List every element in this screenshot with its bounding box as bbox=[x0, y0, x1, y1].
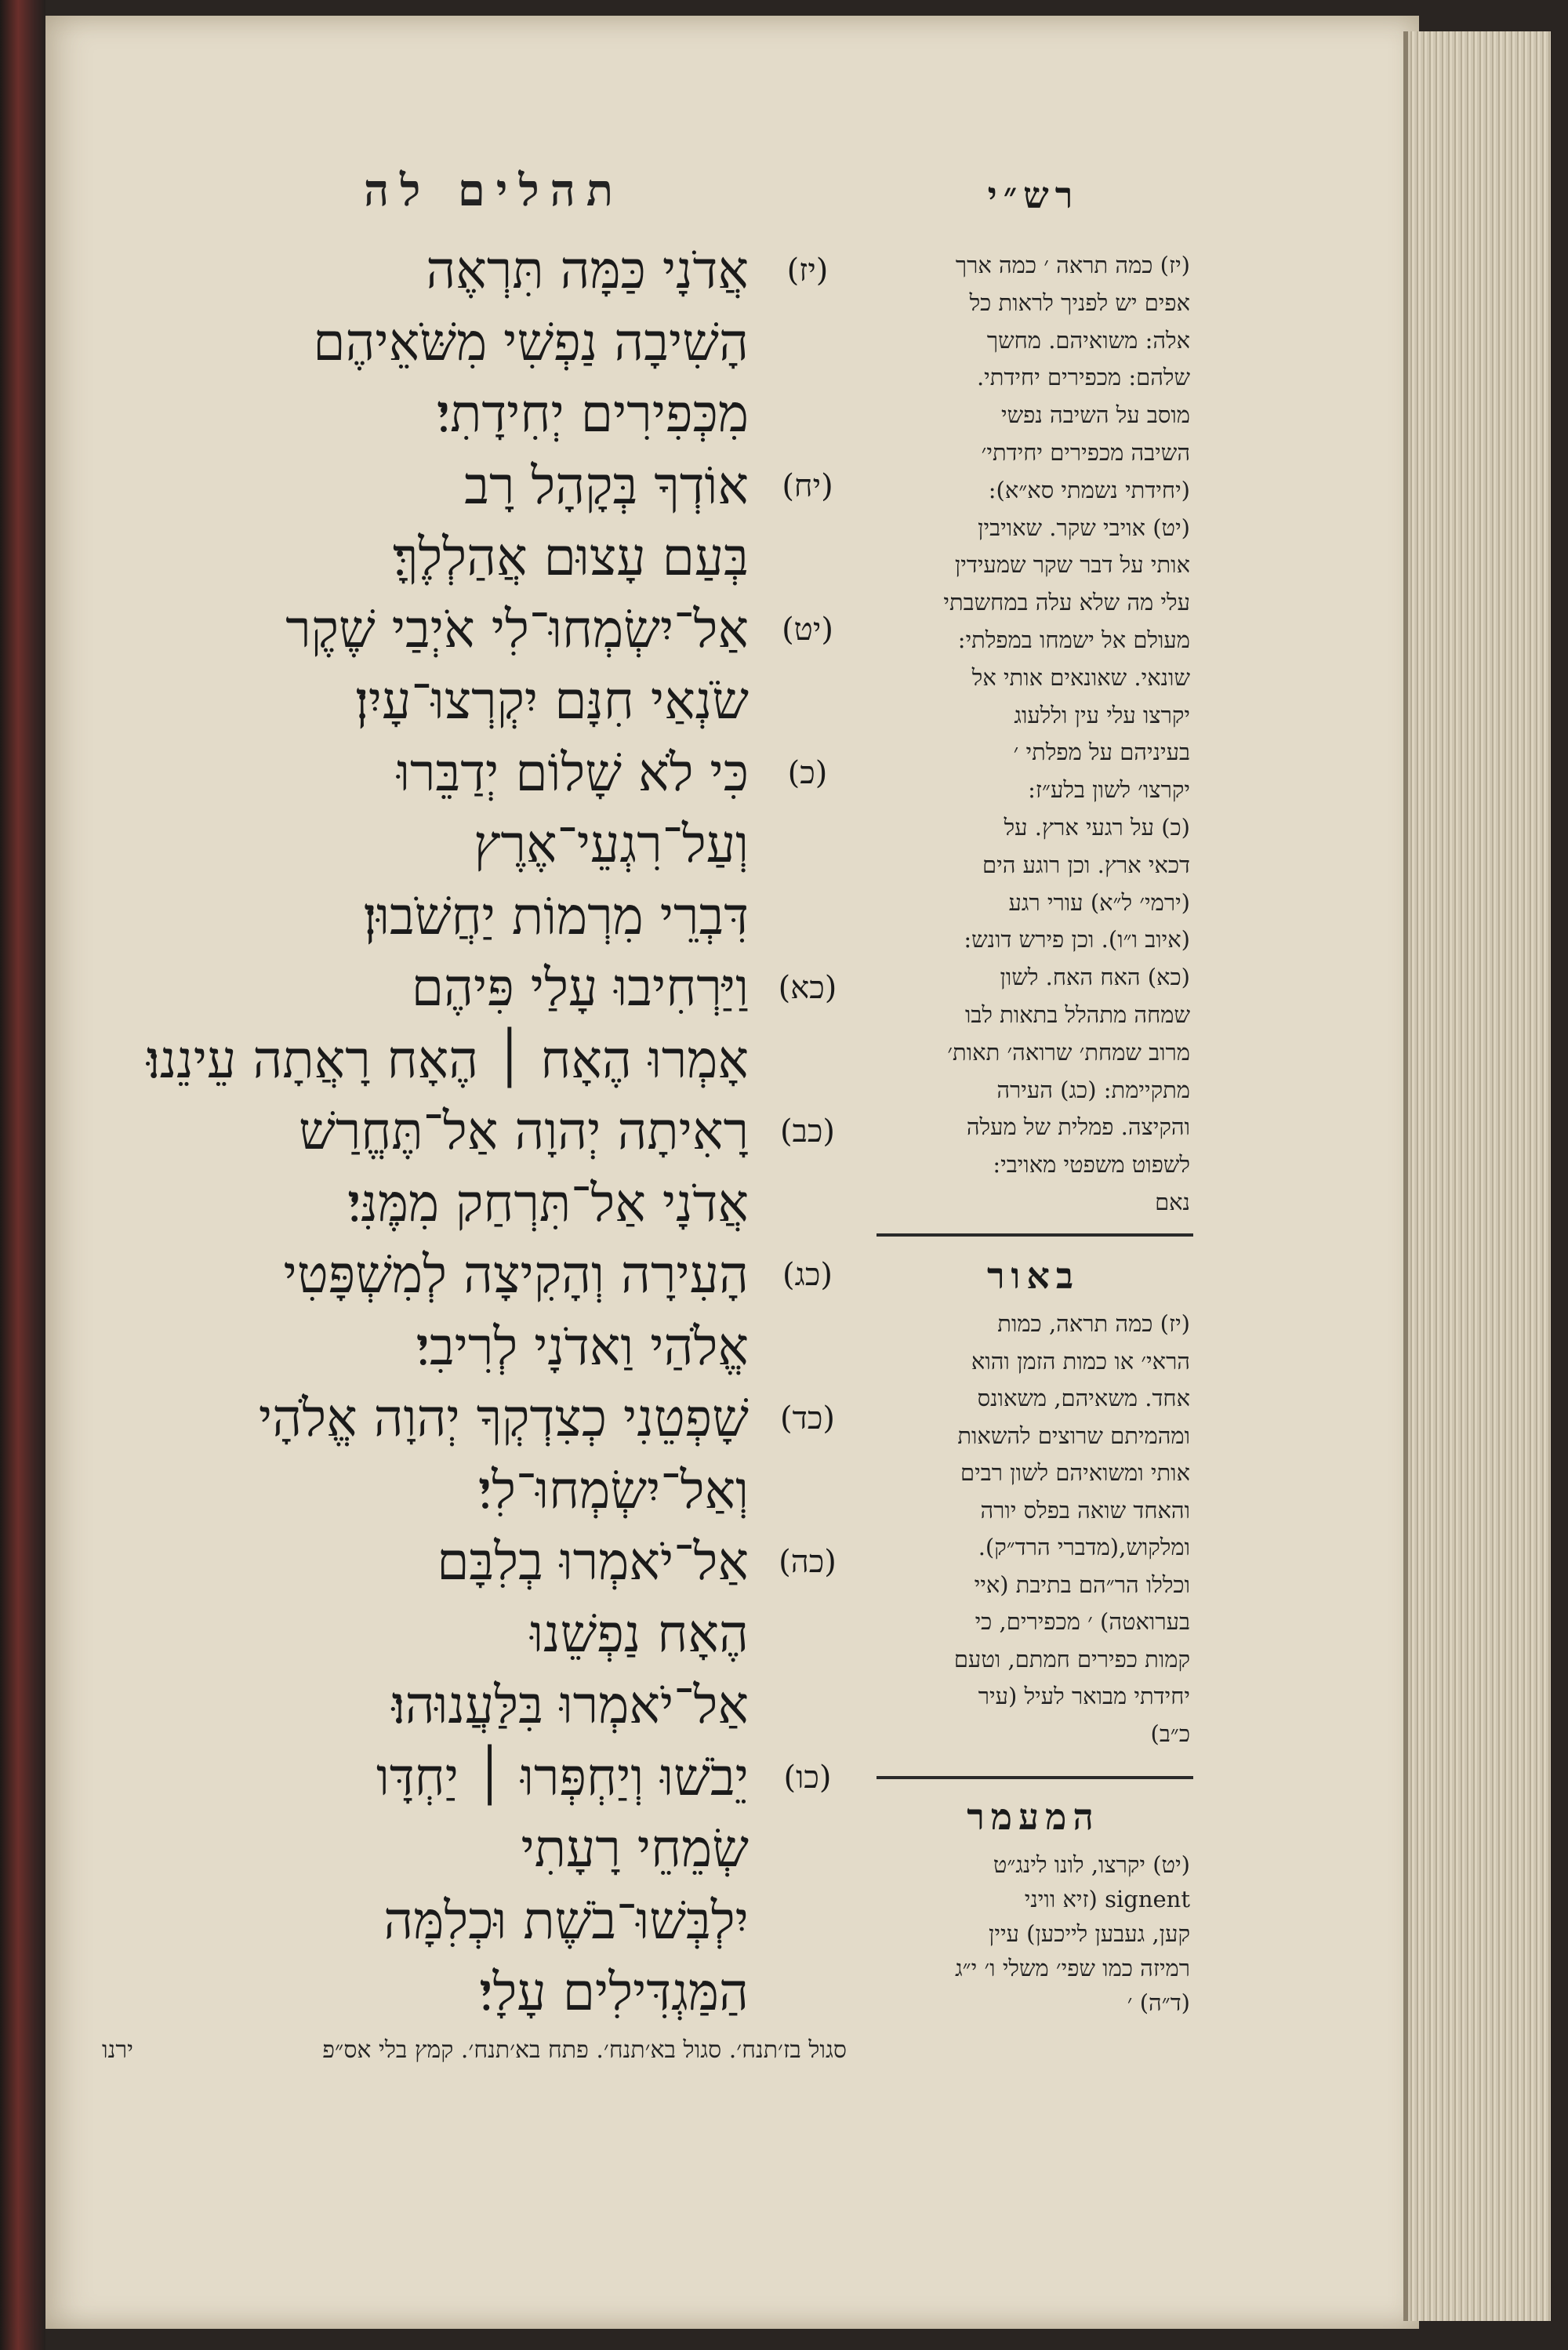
verse-text: שָׁפְטֵנִי כְצִדְקְךָ יְהוָה אֱלֹהָי bbox=[258, 1388, 749, 1448]
verse-line bbox=[47, 307, 749, 378]
hameamer-line: (יט) יקרצו, לונו לינג״ט bbox=[993, 1851, 1190, 1878]
hameamer-line: קען, געבען לייכען) עיין bbox=[988, 1920, 1190, 1947]
rashi-line: שונאי. שאונאים אותי אל bbox=[971, 663, 1190, 691]
verse-text: הָשִׁיבָה נַפְשִׁי מִשֹּׁאֵיהֶם bbox=[313, 311, 749, 372]
verse-number: (כ) bbox=[787, 754, 828, 791]
verse-line bbox=[47, 379, 749, 449]
rashi-line: (כ) על רגעי ארץ. על bbox=[1004, 814, 1190, 841]
rashi-line: אותי על דבר שקר שמעידין bbox=[954, 551, 1190, 579]
verse-line bbox=[47, 1527, 749, 1597]
verse-text: וְעַל־רִגְעֵי־אֶרֶץ bbox=[474, 814, 749, 874]
rashi-line: מוסב על השיבה נפשי bbox=[1001, 401, 1190, 429]
verse-number: (יט) bbox=[782, 611, 833, 648]
verse-text: אַל־יִשְׂמְחוּ־לִי אֹיְבַי שֶׁקֶר bbox=[285, 598, 749, 659]
verse-number: (כב) bbox=[779, 1113, 836, 1150]
biur-line: ומלקוש,(מדברי הרד״ק). bbox=[978, 1534, 1190, 1560]
page-title: תהלים לה bbox=[363, 165, 625, 216]
verse-line bbox=[47, 235, 749, 306]
rashi-line: השיבה מכפירים יחידתי׳ bbox=[981, 439, 1190, 466]
verse-line bbox=[47, 809, 749, 880]
verse-line bbox=[47, 1886, 749, 1956]
verse-line bbox=[47, 1670, 749, 1741]
page-edges bbox=[1403, 31, 1555, 2321]
verse-text: יִלְבְּשׁוּ־בֹשֶׁת וּכְלִמָּה bbox=[383, 1890, 749, 1951]
book-binding bbox=[0, 0, 45, 2350]
rashi-line: יקרצו׳ לשון בלע״ז: bbox=[1028, 776, 1190, 804]
verse-line bbox=[47, 666, 749, 736]
rashi-line: (כא) האח האח. לשון bbox=[1000, 964, 1190, 991]
verse-line bbox=[47, 522, 749, 593]
biur-line: ומהמיתם שרוצים להשאות bbox=[957, 1422, 1190, 1449]
verse-text: אֱלֹהַי וַאדֹנָי לְרִיבִי׃ bbox=[416, 1316, 749, 1377]
rashi-line: אפים יש לפניך לראות כל bbox=[969, 289, 1190, 316]
biur-line: (יז) כמה תראה, כמות bbox=[997, 1310, 1190, 1337]
catchword: ירנו bbox=[102, 2036, 134, 2064]
verse-line bbox=[47, 594, 749, 665]
rashi-line: יקרצו עלי עין וללעוג bbox=[1014, 701, 1190, 728]
hameamer-line: signent (זיא וויני bbox=[1024, 1886, 1190, 1912]
biur-line: הראי׳ או כמות הזמן והוא bbox=[971, 1347, 1190, 1375]
rashi-line: נאם bbox=[1155, 1189, 1190, 1215]
verse-number: (כא) bbox=[778, 970, 837, 1006]
verse-line bbox=[47, 1455, 749, 1526]
verse-line bbox=[47, 1599, 749, 1669]
rashi-line: שמחה מתהלל בתאות לבו bbox=[964, 1001, 1190, 1028]
rashi-line: והקיצה. פמלית של מעלה bbox=[966, 1113, 1190, 1141]
verse-text: רָאִיתָה יְהוָה אַל־תֶּחֱרַשׁ bbox=[299, 1101, 749, 1161]
rashi-line: בעיניהם על מפלתי ׳ bbox=[1013, 739, 1190, 766]
verse-text: שֹׂנְאַי חִנָּם יִקְרְצוּ־עָיִן׃ bbox=[354, 670, 749, 731]
verse-line bbox=[47, 881, 749, 952]
verse-text: וַיַּרְחִיבוּ עָלַי פִּיהֶם bbox=[411, 957, 749, 1018]
rashi-heading: רש״י bbox=[987, 174, 1080, 216]
biur-line: והאחד שואה בפלס יורה bbox=[980, 1496, 1190, 1524]
verse-text: כִּי לֹא שָׁלוֹם יְדַבֵּרוּ bbox=[397, 742, 749, 803]
verse-line bbox=[47, 451, 749, 521]
verse-text: הָעִירָה וְהָקִיצָה לְמִשְׁפָּטִי bbox=[283, 1244, 749, 1305]
verse-line bbox=[47, 1814, 749, 1884]
hameamer-line: (ד״ה) ׳ bbox=[1127, 1989, 1190, 2016]
verse-text: אַל־יֹאמְרוּ בִּלַּעֲנוּהוּ׃ bbox=[391, 1675, 749, 1735]
verse-line bbox=[47, 1383, 749, 1454]
verse-text: מִכְּפִירִים יְחִידָתִי׃ bbox=[436, 383, 749, 444]
verse-text: אֲדֹנָי כַּמָּה תִּרְאֶה bbox=[426, 240, 749, 300]
biur-line: קמות כפירים חמתם, וטעם bbox=[953, 1645, 1190, 1673]
rashi-line: (יז) כמה תראה ׳ כמה ארך bbox=[955, 252, 1190, 278]
rashi-line: (איוב ו״ו). וכן פירש דונש: bbox=[964, 926, 1190, 953]
rashi-line: מעולם אל ישמחו במפלתי: bbox=[957, 627, 1190, 653]
verse-number: (כה) bbox=[779, 1544, 837, 1580]
section-divider bbox=[877, 1233, 1193, 1237]
verse-number: (יח) bbox=[782, 467, 833, 504]
hameamer-heading: המעמר bbox=[967, 1796, 1100, 1838]
verse-text: הֶאָח נַפְשֵׁנוּ bbox=[530, 1603, 749, 1664]
verse-line bbox=[47, 1240, 749, 1310]
verse-text: יֵבֹשׁוּ וְיַחְפְּרוּ ׀ יַחְדָּו bbox=[376, 1746, 749, 1807]
rashi-line: אלה: משואיהם. מחשך bbox=[986, 326, 1190, 354]
verse-text: הַמַּגְדִּילִים עָלָי׃ bbox=[479, 1962, 749, 2022]
verse-line bbox=[47, 1742, 749, 1813]
section-divider bbox=[877, 1776, 1193, 1779]
verse-text: וְאַל־יִשְׂמְחוּ־לִי׃ bbox=[477, 1459, 749, 1520]
verse-line bbox=[47, 1957, 749, 2028]
verse-text: שְׂמֵחֵי רָעָתִי bbox=[521, 1818, 749, 1879]
verse-text: אֲדֹנָי אַל־תִּרְחַק מִמֶּנִּי׃ bbox=[347, 1172, 749, 1233]
rashi-line: דכאי ארץ. וכן רוגע הים bbox=[982, 851, 1190, 878]
rashi-line: (יט) אויבי שקר. שאויבין bbox=[978, 514, 1190, 541]
verse-line bbox=[47, 738, 749, 808]
footer-notes: סגול בז׳תנח׳. סגול בא׳תנח׳. פתח בא׳תנח׳. קמץ בלי אס״פ bbox=[322, 2036, 847, 2064]
biur-line: בערואטה) ׳ מכפירים, כי bbox=[975, 1608, 1190, 1635]
verse-text: אַל־יֹאמְרוּ בְלִבָּם bbox=[437, 1531, 749, 1592]
rashi-line: (ירמי׳ ל״א) עורי רגע bbox=[1008, 888, 1190, 916]
rashi-line: מרוב שמחת׳ שרואה׳ תאות׳ bbox=[947, 1038, 1190, 1066]
edge-shadow bbox=[1551, 31, 1568, 2321]
verse-line bbox=[47, 1168, 749, 1239]
page-footer bbox=[102, 2031, 847, 2070]
verse-number: (כו) bbox=[783, 1759, 832, 1796]
verse-number: (יז) bbox=[786, 252, 829, 289]
rashi-line: שלהם: מכפירים יחידתי. bbox=[976, 364, 1190, 391]
biur-line: וכללו הר״הם בתיבת (איי bbox=[974, 1571, 1190, 1598]
verse-number: (כג) bbox=[782, 1257, 833, 1293]
verse-number: (כד) bbox=[780, 1400, 835, 1437]
verse-line bbox=[47, 1025, 749, 1095]
verse-line bbox=[47, 1096, 749, 1167]
verse-text: דִּבְרֵי מִרְמוֹת יַחֲשֹׁבוּן׃ bbox=[363, 885, 749, 946]
verse-line bbox=[47, 953, 749, 1023]
rashi-line: מתקיימת: (כג) העירה bbox=[996, 1076, 1190, 1103]
rashi-line: לשפוט משפטי מאויבי: bbox=[993, 1151, 1190, 1179]
biur-line: אחד. משאיהם, משאונס bbox=[977, 1385, 1190, 1411]
biur-line: יחידתי מבואר לעיל (עיר bbox=[978, 1683, 1190, 1709]
verse-text: בְּעַם עָצוּם אֲהַלְלֶךָּ׃ bbox=[392, 527, 749, 587]
verse-text: אוֹדְךָ בְּקָהָל רָב bbox=[464, 455, 749, 516]
biur-line: כ״ב) bbox=[1150, 1720, 1190, 1747]
verse-line bbox=[47, 1312, 749, 1382]
hameamer-line: רמיזה כמו שפי׳ משלי ו׳ י״ג bbox=[955, 1955, 1190, 1981]
rashi-line: (יחידתי נשמתי סא״א): bbox=[988, 476, 1190, 503]
rashi-line: עלי מה שלא עלה במחשבתי bbox=[943, 589, 1190, 616]
biur-line: אותי ומשואיהם לשון רבים bbox=[960, 1459, 1190, 1486]
verse-text: אָמְרוּ הֶאָח ׀ הֶאָח רָאֲתָה עֵינֵנוּ׃ bbox=[146, 1029, 749, 1090]
biur-heading: באור bbox=[986, 1255, 1080, 1297]
